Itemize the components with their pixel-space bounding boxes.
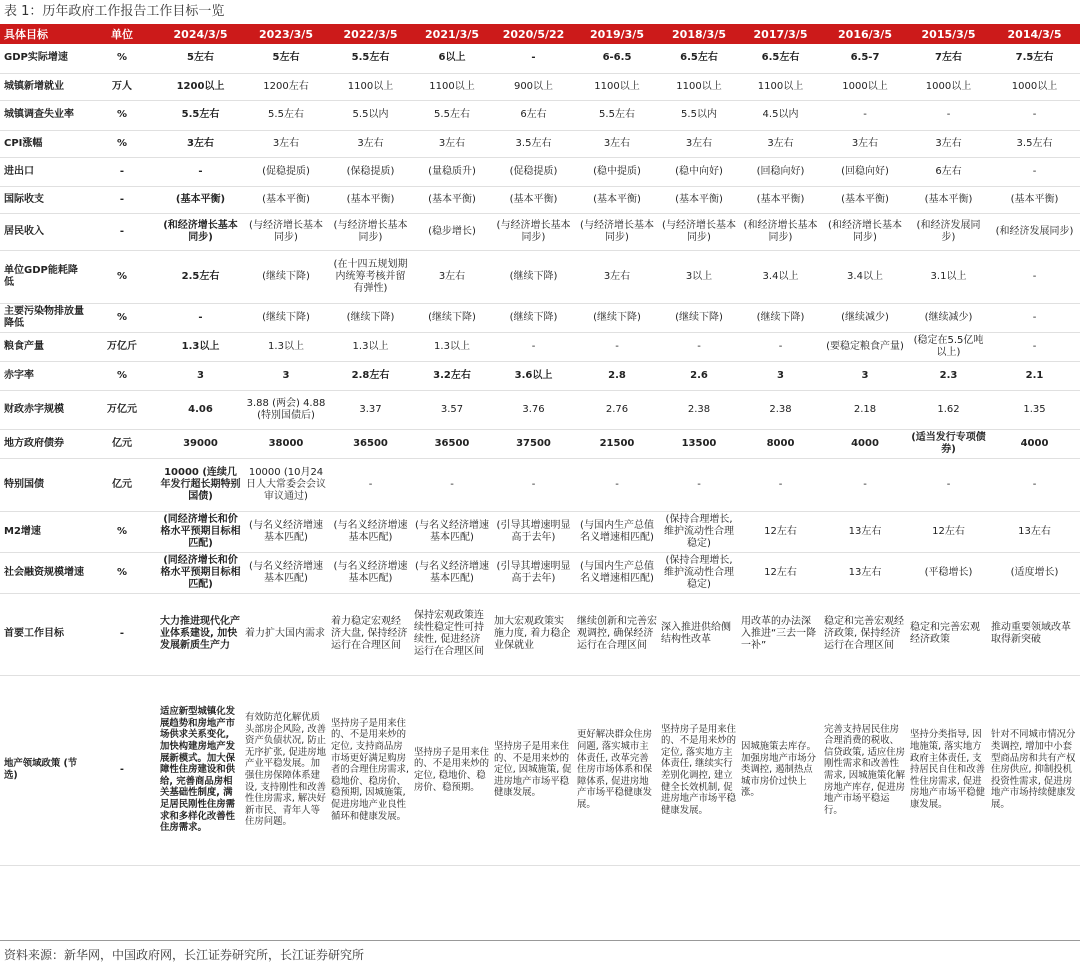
value-cell: (与名义经济增速基本匹配): [243, 511, 329, 552]
row-label: 赤字率: [0, 361, 86, 390]
value-cell: 2.38: [659, 390, 739, 429]
value-cell: 3左右: [412, 130, 492, 157]
value-cell: 5.5左右: [243, 100, 329, 130]
value-cell: 6.5左右: [659, 44, 739, 73]
value-cell: (基本平衡): [329, 186, 412, 213]
value-cell: 13左右: [989, 511, 1080, 552]
value-cell: -: [989, 250, 1080, 303]
value-cell: 4000: [822, 429, 908, 458]
value-cell: (稳中向好): [659, 157, 739, 186]
header-cell: 2017/3/5: [739, 24, 822, 44]
value-cell: (回稳向好): [822, 157, 908, 186]
value-cell: 3左右: [329, 130, 412, 157]
value-cell: 1000以上: [822, 73, 908, 100]
table-row: [0, 593, 1080, 675]
table-title: 表 1：历年政府工作报告工作目标一览: [4, 4, 225, 19]
value-cell: 1200左右: [243, 73, 329, 100]
table-row: [0, 390, 1080, 429]
value-cell: (继续减少): [908, 303, 989, 332]
value-cell: -: [989, 157, 1080, 186]
unit-cell: %: [86, 552, 158, 593]
unit-cell: -: [86, 186, 158, 213]
table-row: [0, 303, 1080, 332]
value-cell: 5.5左右: [329, 44, 412, 73]
value-cell: 坚持房子是用来住的、不是用来炒的定位, 稳地价、稳房价、稳预期。: [412, 675, 492, 865]
row-label: 城镇调查失业率: [0, 100, 86, 130]
table-row: [0, 44, 1080, 73]
value-cell: 6左右: [908, 157, 989, 186]
value-cell: -: [989, 100, 1080, 130]
header-cell: 具体目标: [0, 24, 86, 44]
unit-cell: -: [86, 675, 158, 865]
value-cell: (与经济增长基本同步): [243, 213, 329, 250]
unit-cell: %: [86, 511, 158, 552]
table-row: [0, 73, 1080, 100]
value-cell: 着力稳定宏观经济大盘, 保持经济运行在合理区间: [329, 593, 412, 675]
value-cell: 用改革的办法深入推进“三去一降一补”: [739, 593, 822, 675]
value-cell: (保持合理增长, 维护流动性合理稳定): [659, 511, 739, 552]
header-cell: 2020/5/22: [492, 24, 575, 44]
value-cell: -: [492, 44, 575, 73]
row-label: GDP实际增速: [0, 44, 86, 73]
value-cell: (促稳提质): [243, 157, 329, 186]
value-cell: 5左右: [158, 44, 243, 73]
table-row: [0, 552, 1080, 593]
value-cell: 6左右: [492, 100, 575, 130]
value-cell: 5.5以内: [659, 100, 739, 130]
table-row: [0, 213, 1080, 250]
value-cell: 3左右: [243, 130, 329, 157]
value-cell: 坚持房子是用来住的、不是用来炒的定位, 落实地方主体责任, 继续实行差别化调控, 建立健全长效机制, 促进房地产市场平稳健康发展。: [659, 675, 739, 865]
value-cell: 稳定和完善宏观经济政策: [908, 593, 989, 675]
value-cell: 坚持房子是用来住的、不是用来炒的定位, 因城施策, 促进房地产市场平稳健康发展。: [492, 675, 575, 865]
value-cell: 13左右: [822, 552, 908, 593]
value-cell: -: [739, 332, 822, 361]
value-cell: 36500: [329, 429, 412, 458]
value-cell: 38000: [243, 429, 329, 458]
value-cell: (稳中提质): [575, 157, 659, 186]
value-cell: 3: [158, 361, 243, 390]
value-cell: (与名义经济增速基本匹配): [412, 552, 492, 593]
unit-cell: %: [86, 361, 158, 390]
value-cell: 3.5左右: [492, 130, 575, 157]
value-cell: 6-6.5: [575, 44, 659, 73]
value-cell: (要稳定粮食产量): [822, 332, 908, 361]
value-cell: 13左右: [822, 511, 908, 552]
value-cell: (基本平衡): [822, 186, 908, 213]
value-cell: 4.06: [158, 390, 243, 429]
source-note: 资料来源：新华网，中国政府网，长江证券研究所，长江证券研究所: [4, 948, 365, 962]
table-row: [0, 675, 1080, 865]
unit-cell: 亿元: [86, 429, 158, 458]
value-cell: 1200以上: [158, 73, 243, 100]
row-label: 地产领域政策 (节选): [0, 675, 86, 865]
value-cell: 1100以上: [739, 73, 822, 100]
value-cell: (继续下降): [492, 303, 575, 332]
value-cell: (继续下降): [243, 303, 329, 332]
value-cell: 8000: [739, 429, 822, 458]
value-cell: (同经济增长和价格水平预期目标相匹配): [158, 552, 243, 593]
value-cell: 36500: [412, 429, 492, 458]
value-cell: 2.5左右: [158, 250, 243, 303]
value-cell: (继续下降): [739, 303, 822, 332]
value-cell: (继续下降): [575, 303, 659, 332]
value-cell: 5.5左右: [158, 100, 243, 130]
value-cell: 1000以上: [908, 73, 989, 100]
unit-cell: 万亿斤: [86, 332, 158, 361]
value-cell: -: [989, 332, 1080, 361]
value-cell: 5.5以内: [329, 100, 412, 130]
value-cell: (基本平衡): [575, 186, 659, 213]
value-cell: 6以上: [412, 44, 492, 73]
value-cell: 1100以上: [329, 73, 412, 100]
value-cell: 3: [243, 361, 329, 390]
value-cell: 有效防范化解优质头部房企风险, 改善资产负债状况, 防止无序扩张, 促进房地产业平稳发展。加强住房保障体系建设, 支持刚性和改善性住房需求, 解决好新市民、青年人等住房问题。: [243, 675, 329, 865]
value-cell: 坚持分类指导, 因地施策, 落实地方政府主体责任, 支持居民自住和改善性住房需求, 促进房地产市场平稳健康发展。: [908, 675, 989, 865]
value-cell: 3以上: [659, 250, 739, 303]
table-row: [0, 332, 1080, 361]
row-label: 财政赤字规模: [0, 390, 86, 429]
value-cell: (量稳质升): [412, 157, 492, 186]
row-label: 城镇新增就业: [0, 73, 86, 100]
value-cell: 12左右: [739, 511, 822, 552]
value-cell: 3: [739, 361, 822, 390]
unit-cell: -: [86, 213, 158, 250]
unit-cell: %: [86, 44, 158, 73]
unit-cell: %: [86, 303, 158, 332]
value-cell: 3.4以上: [822, 250, 908, 303]
value-cell: (引导其增速明显高于去年): [492, 552, 575, 593]
value-cell: -: [158, 157, 243, 186]
value-cell: 3左右: [412, 250, 492, 303]
header-cell: 2018/3/5: [659, 24, 739, 44]
value-cell: -: [989, 303, 1080, 332]
table-row: [0, 361, 1080, 390]
table-row: [0, 458, 1080, 511]
value-cell: 39000: [158, 429, 243, 458]
value-cell: 3左右: [739, 130, 822, 157]
value-cell: 21500: [575, 429, 659, 458]
value-cell: 大力推进现代化产业体系建设, 加快发展新质生产力: [158, 593, 243, 675]
value-cell: -: [822, 100, 908, 130]
value-cell: (继续下降): [412, 303, 492, 332]
value-cell: 深入推进供给侧结构性改革: [659, 593, 739, 675]
value-cell: 1100以上: [412, 73, 492, 100]
value-cell: 1.3以上: [243, 332, 329, 361]
value-cell: (与名义经济增速基本匹配): [329, 552, 412, 593]
header-cell: 2016/3/5: [822, 24, 908, 44]
table-row: [0, 186, 1080, 213]
value-cell: -: [989, 458, 1080, 511]
header-cell: 2023/3/5: [243, 24, 329, 44]
value-cell: (与经济增长基本同步): [575, 213, 659, 250]
value-cell: 2.3: [908, 361, 989, 390]
bottom-rule: [0, 940, 1080, 941]
value-cell: -: [492, 458, 575, 511]
value-cell: 继续创新和完善宏观调控, 确保经济运行在合理区间: [575, 593, 659, 675]
value-cell: 3.5左右: [989, 130, 1080, 157]
table-row: [0, 130, 1080, 157]
value-cell: 针对不同城市情况分类调控, 增加中小套型商品房和共有产权住房供应, 抑制投机投资性需求, 促进房地产市场持续健康发展。: [989, 675, 1080, 865]
value-cell: 2.8左右: [329, 361, 412, 390]
table-row: [0, 100, 1080, 130]
value-cell: 3左右: [822, 130, 908, 157]
value-cell: 5.5左右: [412, 100, 492, 130]
value-cell: 更好解决群众住房问题, 落实城市主体责任, 改革完善住房市场体系和保障体系, 促进房地产市场平稳健康发展。: [575, 675, 659, 865]
value-cell: 7.5左右: [989, 44, 1080, 73]
value-cell: (与名义经济增速基本匹配): [243, 552, 329, 593]
value-cell: -: [659, 332, 739, 361]
value-cell: 3.4以上: [739, 250, 822, 303]
value-cell: 2.8: [575, 361, 659, 390]
value-cell: -: [575, 458, 659, 511]
value-cell: 适应新型城镇化发展趋势和房地产市场供求关系变化, 加快构建房地产发展新模式。加大保障性住房建设和供给, 完善商品房相关基础性制度, 满足居民刚性住房需求和多样化改善性住房需求。: [158, 675, 243, 865]
value-cell: -: [492, 332, 575, 361]
goals-table: [0, 24, 1080, 866]
value-cell: (同经济增长和价格水平预期目标相匹配): [158, 511, 243, 552]
value-cell: (与名义经济增速基本匹配): [412, 511, 492, 552]
unit-cell: 亿元: [86, 458, 158, 511]
value-cell: 5.5左右: [575, 100, 659, 130]
value-cell: (基本平衡): [492, 186, 575, 213]
header-cell: 2015/3/5: [908, 24, 989, 44]
value-cell: (继续下降): [492, 250, 575, 303]
header-cell: 2021/3/5: [412, 24, 492, 44]
row-label: M2增速: [0, 511, 86, 552]
value-cell: 稳定和完善宏观经济政策, 保持经济运行在合理区间: [822, 593, 908, 675]
value-cell: 1100以上: [575, 73, 659, 100]
value-cell: (基本平衡): [243, 186, 329, 213]
header-cell: 单位: [86, 24, 158, 44]
value-cell: 3.88 (两会) 4.88(特別国债后): [243, 390, 329, 429]
row-label: 粮食产量: [0, 332, 86, 361]
row-label: 进出口: [0, 157, 86, 186]
unit-cell: %: [86, 250, 158, 303]
unit-cell: -: [86, 593, 158, 675]
table-row: [0, 157, 1080, 186]
value-cell: -: [575, 332, 659, 361]
value-cell: (与经济增长基本同步): [329, 213, 412, 250]
value-cell: 3.6以上: [492, 361, 575, 390]
value-cell: 2.6: [659, 361, 739, 390]
header-cell: 2022/3/5: [329, 24, 412, 44]
value-cell: 3左右: [575, 130, 659, 157]
value-cell: -: [158, 303, 243, 332]
value-cell: 3.37: [329, 390, 412, 429]
value-cell: (基本平衡): [739, 186, 822, 213]
value-cell: 1000以上: [989, 73, 1080, 100]
value-cell: (稳步增长): [412, 213, 492, 250]
table-row: [0, 511, 1080, 552]
value-cell: 加大宏观政策实施力度, 着力稳企业保就业: [492, 593, 575, 675]
value-cell: 10000 (连续几年发行超长期特别国债): [158, 458, 243, 511]
value-cell: -: [659, 458, 739, 511]
value-cell: (继续下降): [243, 250, 329, 303]
value-cell: 13500: [659, 429, 739, 458]
value-cell: -: [908, 100, 989, 130]
unit-cell: %: [86, 100, 158, 130]
value-cell: (保稳提质): [329, 157, 412, 186]
value-cell: 2.38: [739, 390, 822, 429]
value-cell: (和经济发展同步): [908, 213, 989, 250]
value-cell: 着力扩大国内需求: [243, 593, 329, 675]
value-cell: (与经济增长基本同步): [659, 213, 739, 250]
value-cell: (基本平衡): [908, 186, 989, 213]
value-cell: 10000 (10月24日人大常委会会议审议通过): [243, 458, 329, 511]
value-cell: (基本平衡): [659, 186, 739, 213]
value-cell: 4000: [989, 429, 1080, 458]
value-cell: (回稳向好): [739, 157, 822, 186]
value-cell: 37500: [492, 429, 575, 458]
value-cell: 3左右: [575, 250, 659, 303]
value-cell: 推动重要领域改革取得新突破: [989, 593, 1080, 675]
unit-cell: 万人: [86, 73, 158, 100]
value-cell: 2.76: [575, 390, 659, 429]
value-cell: (平稳增长): [908, 552, 989, 593]
value-cell: (与经济增长基本同步): [492, 213, 575, 250]
value-cell: 坚持房子是用来住的、不是用来炒的定位, 支持商品房市场更好满足购房者的合理住房需求, 稳地价、稳房价、稳预期, 因城施策, 促进房地产业良性循环和健康发展。: [329, 675, 412, 865]
value-cell: -: [822, 458, 908, 511]
value-cell: 3左右: [659, 130, 739, 157]
value-cell: 12左右: [908, 511, 989, 552]
unit-cell: %: [86, 130, 158, 157]
value-cell: 3左右: [158, 130, 243, 157]
value-cell: 1100以上: [659, 73, 739, 100]
value-cell: 3.76: [492, 390, 575, 429]
value-cell: (继续下降): [329, 303, 412, 332]
value-cell: 4.5以内: [739, 100, 822, 130]
value-cell: 3左右: [908, 130, 989, 157]
value-cell: 3.2左右: [412, 361, 492, 390]
value-cell: 2.1: [989, 361, 1080, 390]
value-cell: 完善支持居民住房合理消费的税收、信贷政策, 适应住房刚性需求和改善性需求, 因城施策化解房地产库存, 促进房地产市场平稳运行。: [822, 675, 908, 865]
value-cell: (引导其增速明显高于去年): [492, 511, 575, 552]
header-cell: 2024/3/5: [158, 24, 243, 44]
value-cell: 12左右: [739, 552, 822, 593]
row-label: 国际收支: [0, 186, 86, 213]
value-cell: 1.62: [908, 390, 989, 429]
value-cell: (适当发行专项债券): [908, 429, 989, 458]
value-cell: 1.35: [989, 390, 1080, 429]
table-row: [0, 250, 1080, 303]
value-cell: (与名义经济增速基本匹配): [329, 511, 412, 552]
value-cell: 1.3以上: [412, 332, 492, 361]
row-label: 主要污染物排放量降低: [0, 303, 86, 332]
value-cell: (和经济增长基本同步): [822, 213, 908, 250]
value-cell: (继续减少): [822, 303, 908, 332]
row-label: 社会融资规模增速: [0, 552, 86, 593]
row-label: 首要工作目标: [0, 593, 86, 675]
value-cell: (与国内生产总值名义增速相匹配): [575, 511, 659, 552]
row-label: 单位GDP能耗降低: [0, 250, 86, 303]
header-cell: 2019/3/5: [575, 24, 659, 44]
value-cell: (继续下降): [659, 303, 739, 332]
unit-cell: -: [86, 157, 158, 186]
row-label: 特别国债: [0, 458, 86, 511]
table-row: [0, 429, 1080, 458]
row-label: 居民收入: [0, 213, 86, 250]
header-cell: 2014/3/5: [989, 24, 1080, 44]
value-cell: 1.3以上: [158, 332, 243, 361]
value-cell: 2.18: [822, 390, 908, 429]
value-cell: (和经济增长基本同步): [158, 213, 243, 250]
value-cell: (和经济发展同步): [989, 213, 1080, 250]
row-label: 地方政府债券: [0, 429, 86, 458]
value-cell: (基本平衡): [158, 186, 243, 213]
value-cell: 因城施策去库存。加强房地产市场分类调控, 遏制热点城市房价过快上涨。: [739, 675, 822, 865]
value-cell: 5左右: [243, 44, 329, 73]
unit-cell: 万亿元: [86, 390, 158, 429]
value-cell: (促稳提质): [492, 157, 575, 186]
value-cell: 1.3以上: [329, 332, 412, 361]
value-cell: (基本平衡): [989, 186, 1080, 213]
value-cell: (与国内生产总值名义增速相匹配): [575, 552, 659, 593]
value-cell: 6.5左右: [739, 44, 822, 73]
value-cell: (适度增长): [989, 552, 1080, 593]
row-label: CPI涨幅: [0, 130, 86, 157]
header-row: [0, 24, 1080, 44]
value-cell: (保持合理增长, 维护流动性合理稳定): [659, 552, 739, 593]
value-cell: 保持宏观政策连续性稳定性可持续性, 促进经济运行在合理区间: [412, 593, 492, 675]
value-cell: -: [908, 458, 989, 511]
value-cell: -: [739, 458, 822, 511]
value-cell: (基本平衡): [412, 186, 492, 213]
value-cell: 7左右: [908, 44, 989, 73]
value-cell: (和经济增长基本同步): [739, 213, 822, 250]
value-cell: 3: [822, 361, 908, 390]
value-cell: 3.1以上: [908, 250, 989, 303]
value-cell: 3.57: [412, 390, 492, 429]
value-cell: 6.5-7: [822, 44, 908, 73]
value-cell: (稳定在5.5亿吨以上): [908, 332, 989, 361]
value-cell: -: [329, 458, 412, 511]
value-cell: (在十四五规划期内统筹考核并留有弹性): [329, 250, 412, 303]
value-cell: 900以上: [492, 73, 575, 100]
value-cell: -: [412, 458, 492, 511]
